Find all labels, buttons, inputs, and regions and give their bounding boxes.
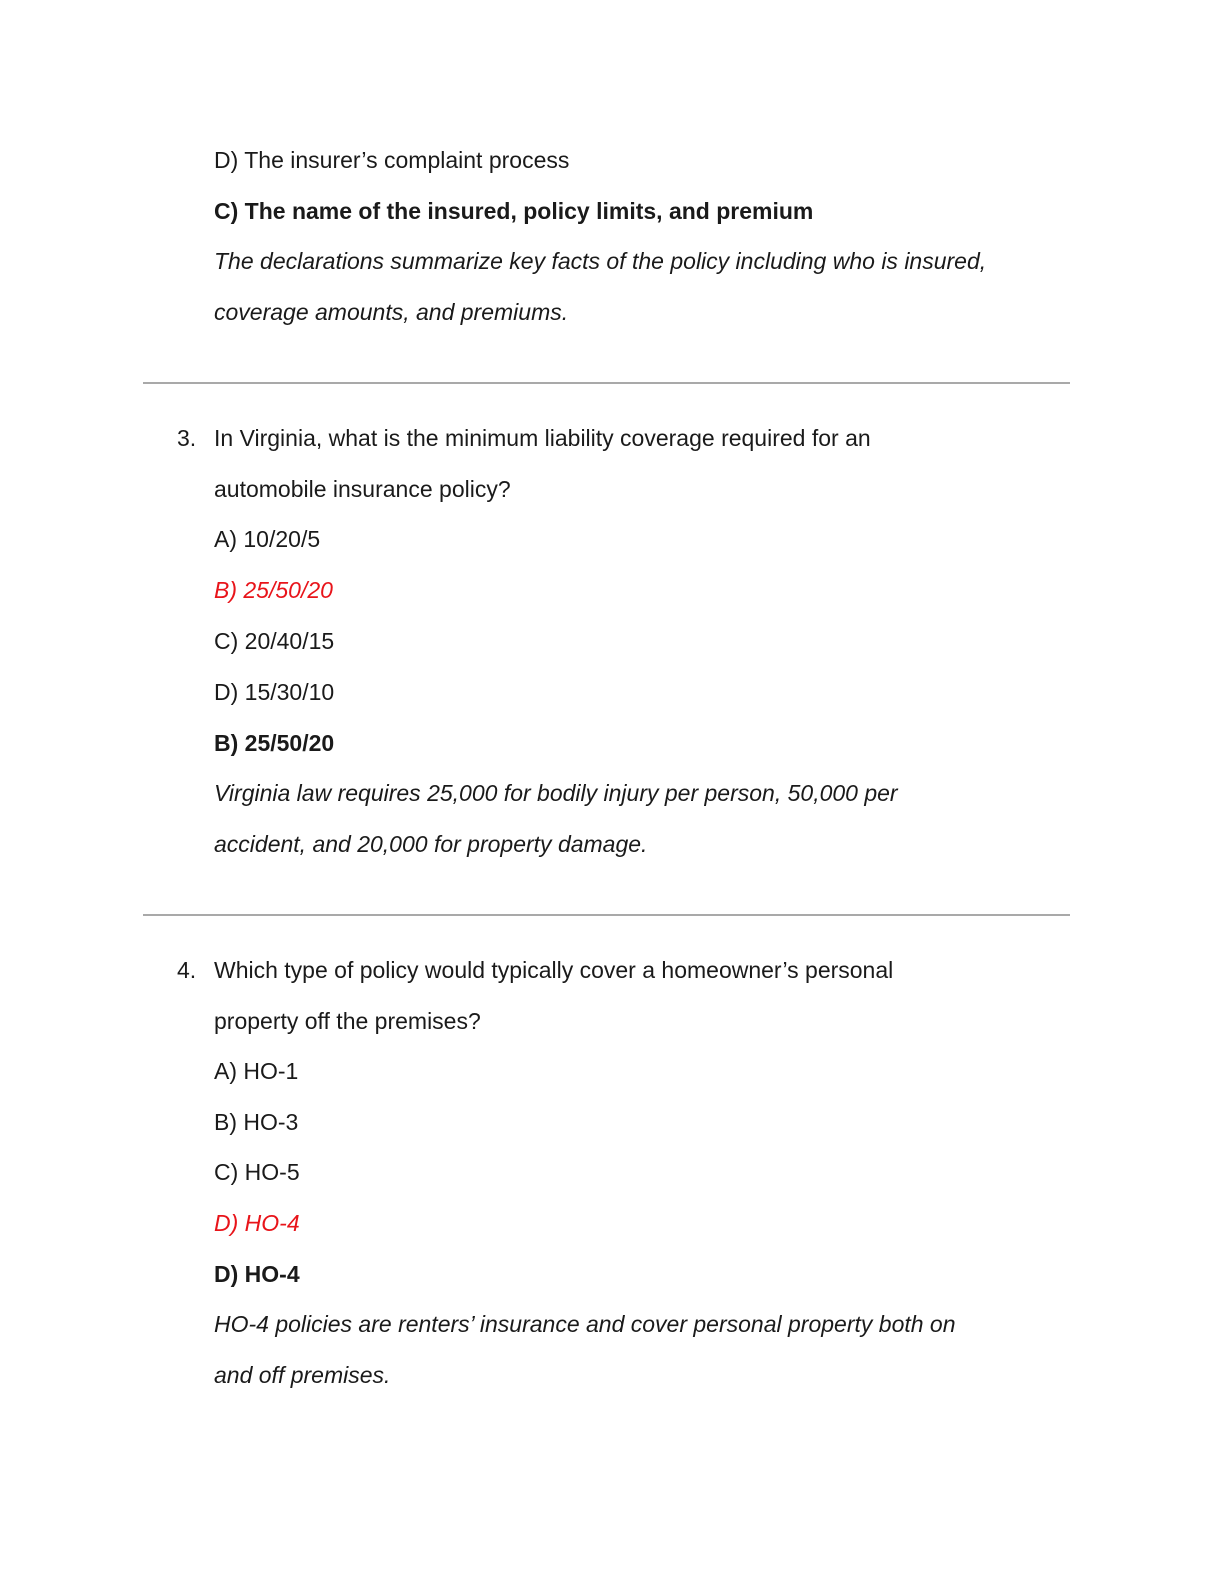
- q4-explanation-line-1: HO-4 policies are renters’ insurance and cover personal property both on: [214, 1311, 956, 1337]
- q4-option-a: A) HO-1: [214, 1058, 299, 1084]
- q3-explanation-line-2: accident, and 20,000 for property damage.: [214, 831, 648, 857]
- q2-answer: C) The name of the insured, policy limits, and premium: [214, 198, 814, 224]
- q3-option-a: A) 10/20/5: [214, 526, 321, 552]
- q4-option-c: C) HO-5: [214, 1159, 300, 1185]
- q4-option-d-correct: D) HO-4: [214, 1210, 300, 1236]
- q3-option-d: D) 15/30/10: [214, 679, 335, 705]
- q3-option-b-correct: B) 25/50/20: [214, 577, 333, 603]
- q4-answer: D) HO-4: [214, 1261, 300, 1287]
- q2-explanation-line-1: The declarations summarize key facts of the policy including who is insured,: [214, 248, 987, 274]
- q3-question-line-1: In Virginia, what is the minimum liability coverage required for an: [214, 425, 871, 451]
- q4-number: 4.: [177, 957, 197, 983]
- q3-number: 3.: [177, 425, 197, 451]
- q4-question-line-1: Which type of policy would typically cover a homeowner’s personal: [214, 957, 894, 983]
- q3-question-line-2: automobile insurance policy?: [214, 476, 511, 502]
- q4-question-line-2: property off the premises?: [214, 1008, 481, 1034]
- divider-1: [143, 382, 1070, 384]
- q4-option-b: B) HO-3: [214, 1109, 299, 1135]
- q3-option-c: C) 20/40/15: [214, 628, 335, 654]
- divider-2: [143, 914, 1070, 916]
- q3-explanation-line-1: Virginia law requires 25,000 for bodily injury per person, 50,000 per: [214, 780, 898, 806]
- q2-option-d: D) The insurer’s complaint process: [214, 147, 570, 173]
- q4-explanation-line-2: and off premises.: [214, 1362, 391, 1388]
- q3-answer: B) 25/50/20: [214, 730, 335, 756]
- q2-explanation-line-2: coverage amounts, and premiums.: [214, 299, 569, 325]
